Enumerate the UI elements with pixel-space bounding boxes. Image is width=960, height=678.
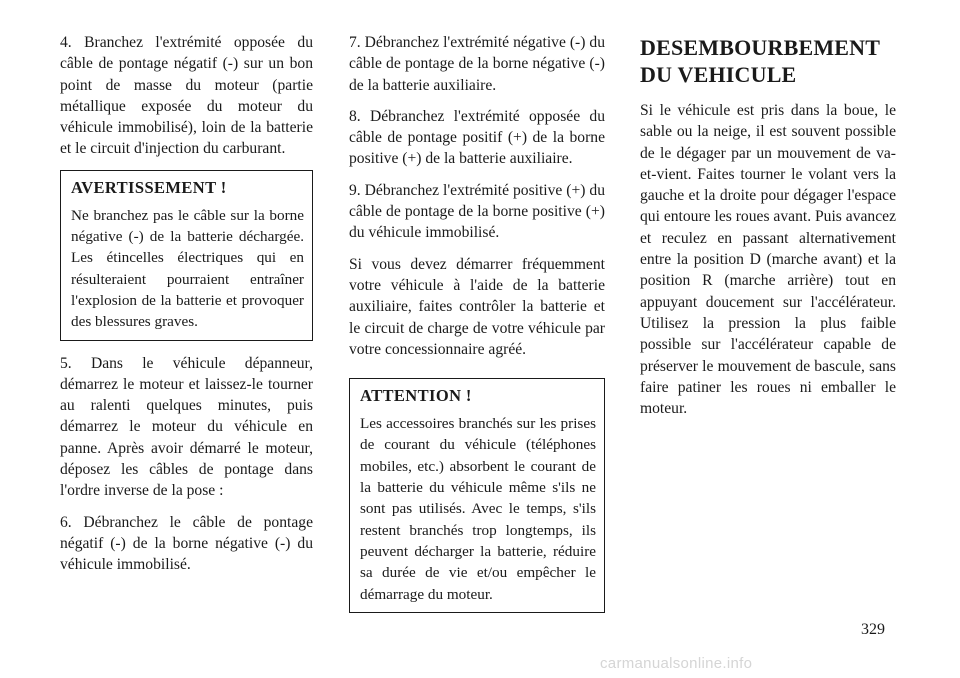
watermark: carmanualsonline.info [600, 655, 753, 672]
attention-box [349, 378, 605, 613]
column-right [640, 32, 896, 429]
warning-box [60, 170, 313, 341]
attention-title: ATTENTION ! [360, 386, 472, 406]
attention-text: Les accessoires branchés sur les prises de courant du véhicule (téléphones mobiles, etc.) absorbent le courant de la batterie du véhicule même s'ils ne sont pas utilisés. Avec le temps, s'ils restent branchés trop longtemps, ils peuvent décharger la batterie, réduire sa durée de vie et/ou empêcher le démarrage du moteur. [360, 415, 596, 603]
unstuck-text: Si le véhicule est pris dans la boue, le sable ou la neige, il est souvent possible de le dégager par un mouvement de va-et-vient. Faites tourner le volant vers la gauche et la droite pour dégager l'espace qui entoure les roues avant. Puis avancez et reculez en passant alternativement entre la position D (marche avant) et la position R (marche arrière) tout en appuyant doucement sur l'accélérateur. Utilisez la pression la plus faible possible sur l'accélérateur capable de préserver le mouvement de bascule, sans faire patiner les roues ni emballer le moteur. [640, 102, 896, 418]
heading-line-1: DESEMBOURBEMENT [640, 35, 881, 60]
page-number: 329 [861, 621, 885, 638]
frequent-start-text: Si vous devez démarrer fréquemment votre véhicule à l'aide de la batterie auxiliaire, faites contrôler la batterie et le circuit de charge de votre véhicule par votre concessionnaire agréé. [349, 255, 605, 358]
heading-line-2: DU VEHICULE [640, 62, 797, 87]
step-4-text: 4. Branchez l'extrémité opposée du câble de pontage négatif (-) sur un bon point de masse du moteur (partie métallique exposée du moteur du véhicule immobilisé), loin de la batterie et le circuit d'injection du carburant. [60, 34, 313, 158]
step-5-text: 5. Dans le véhicule dépanneur, démarrez le moteur et laissez-le tourner au ralenti quelques minutes, puis démarrez le moteur du véhicule en panne. Après avoir démarré le moteur, déposez les câbles de pontage dans l'ordre inverse de la pose : [60, 354, 313, 500]
warning-title: AVERTISSEMENT ! [71, 177, 227, 197]
column-left [60, 32, 313, 586]
step-6-text: 6. Débranchez le câble de pontage négatif (-) de la borne négative (-) du véhicule immobilisé. [60, 513, 313, 574]
warning-text: Ne branchez pas le câble sur la borne négative (-) de la batterie déchargée. Les étincelles électriques qui en résulteraient pourraient entraîner l'explosion de la batterie et provoquer des blessures graves. [71, 206, 304, 331]
section-heading [640, 34, 896, 88]
step-9-text: 9. Débranchez l'extrémité positive (+) du câble de pontage de la borne positive (+) du véhicule immobilisé. [349, 181, 605, 242]
column-middle [349, 32, 605, 625]
step-8-text: 8. Débranchez l'extrémité opposée du câble de pontage positif (+) de la borne positive (+) de la batterie auxiliaire. [349, 107, 605, 168]
step-7-text: 7. Débranchez l'extrémité négative (-) du câble de pontage de la borne négative (-) de la batterie auxiliaire. [349, 34, 605, 94]
